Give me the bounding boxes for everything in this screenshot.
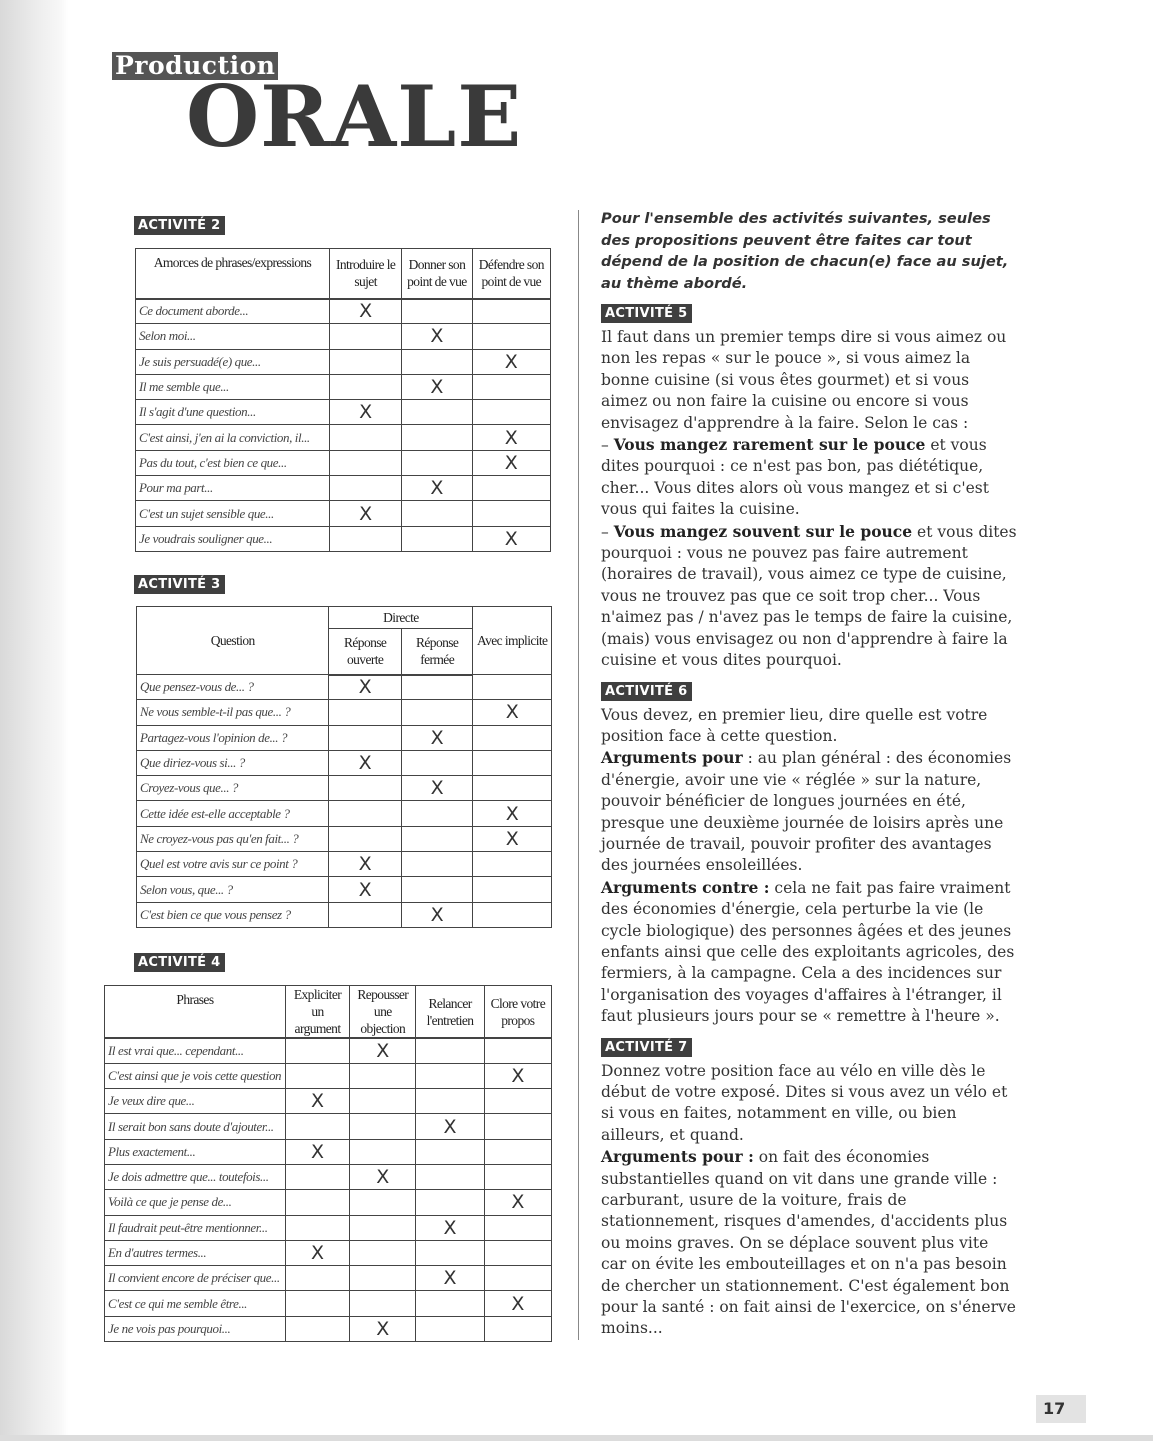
check-cell (285, 1063, 349, 1088)
activite6-p1: Vous devez, en premier lieu, dire quelle est votre position face à cette question. (601, 705, 988, 745)
t4-header: Clore votre propos (484, 986, 551, 1039)
check-cell (402, 324, 472, 349)
activite7-pour-label: Arguments pour : (601, 1147, 754, 1167)
x-mark: X (311, 1140, 325, 1163)
t3-directe-header: Directe (329, 607, 473, 629)
check-cell (350, 1139, 416, 1164)
table-row (105, 1063, 552, 1088)
activite7-pour (601, 1146, 1017, 1340)
t4-header: Phrases (105, 986, 286, 1039)
x-mark: X (430, 903, 444, 926)
table-row (105, 1291, 552, 1316)
table-row (136, 324, 551, 349)
check-cell (285, 1164, 349, 1189)
row-phrase: C'est ce qui me semble être... (105, 1291, 286, 1316)
check-cell (484, 1038, 551, 1063)
x-mark: X (511, 1064, 525, 1087)
row-phrase: Je suis persuadé(e) que... (136, 349, 330, 374)
t2-header: Introduire le sujet (329, 249, 401, 299)
row-phrase: Quel est votre avis sur ce point ? (137, 852, 329, 877)
check-cell (416, 1164, 484, 1189)
activite5-p2-rest: et vous dites pourquoi : ce n'est pas bon, pas diététique, cher... Vous dites alors où vous mangez et si c'est vous qui faites la cuisine. (601, 436, 989, 519)
activite4-badge: ACTIVITÉ 4 (134, 953, 225, 972)
activite5-p1: Il faut dans un premier temps dire si vous aimez ou non les repas « sur le pouce », si vous aimez la bonne cuisine (si vous êtes gourmet) et si vous aimez ou non faire la cuisine ou encore si vous envisagez d'apprendre à la faire. Selon le cas : (601, 328, 1007, 432)
x-mark: X (311, 1242, 325, 1265)
row-phrase: Pour ma part... (136, 476, 330, 501)
check-cell (329, 324, 401, 349)
x-mark: X (376, 1039, 390, 1062)
check-cell (416, 1190, 484, 1215)
activite5-p3: – Vous mangez souvent sur le pouce et vous dites pourquoi : vous ne pouvez pas faire autrement (horaires de travail), vous aimez ce type de cuisine, vous ne trouvez pas que ce soit trop cher... Vous n'aimez pas / n'avez pas le temps de faire la cuisine, (mais) vous envisagez ou non d'apprendre à faire la cuisine et vous dites pourquoi. (601, 521, 1017, 670)
table-row (136, 400, 551, 425)
check-cell (285, 1190, 349, 1215)
check-cell (473, 725, 552, 750)
check-cell (329, 476, 401, 501)
t4-header: Expliciter un argument (285, 986, 349, 1039)
table-row (137, 852, 552, 877)
row-phrase: Plus exactement... (105, 1139, 286, 1164)
activite6-badge: ACTIVITÉ 6 (601, 682, 692, 701)
row-phrase: Selon vous, que... ? (137, 877, 329, 902)
table-row (137, 902, 552, 927)
x-mark: X (358, 752, 372, 775)
x-mark: X (430, 777, 444, 800)
check-cell (329, 725, 402, 750)
check-cell (473, 776, 552, 801)
t2-header: Donner son point de vue (402, 249, 472, 299)
activite5-p2-bold: Vous mangez rarement sur le pouce (613, 435, 926, 455)
check-cell (329, 700, 402, 725)
activite2-table (135, 248, 551, 552)
activite2-badge: ACTIVITÉ 2 (134, 216, 225, 235)
x-mark: X (376, 1317, 390, 1340)
check-cell (285, 1316, 349, 1341)
check-cell (416, 1215, 484, 1240)
row-phrase: Il faudrait peut-être mentionner... (105, 1215, 286, 1240)
check-cell (402, 425, 472, 450)
t3-sub-header: Réponse fermée (401, 629, 473, 675)
x-mark: X (504, 451, 518, 474)
check-cell (484, 1063, 551, 1088)
check-cell (416, 1139, 484, 1164)
x-mark: X (358, 878, 372, 901)
table-row (105, 1164, 552, 1189)
row-phrase: Que diriez-vous si... ? (137, 750, 329, 775)
check-cell (473, 675, 552, 700)
check-cell (285, 1114, 349, 1139)
check-cell (416, 1089, 484, 1114)
check-cell (329, 750, 402, 775)
scan-edge (0, 0, 68, 1441)
check-cell (350, 1038, 416, 1063)
check-cell (484, 1215, 551, 1240)
t3-sub-header: Réponse ouverte (329, 629, 402, 675)
activite6-contre (601, 877, 1017, 1028)
t4-header: Relancer l'entretien (416, 986, 484, 1039)
t3-avec-header: Avec implicite (473, 607, 552, 675)
t4-header: Repousser une objection (350, 986, 416, 1039)
activite5-badge: ACTIVITÉ 5 (601, 304, 692, 323)
check-cell (350, 1164, 416, 1189)
x-mark: X (511, 1191, 525, 1214)
activite5-p3-bold: Vous mangez souvent sur le pouce (613, 521, 913, 541)
table-row (136, 501, 551, 526)
table-row (136, 349, 551, 374)
table-row (136, 476, 551, 501)
check-cell (350, 1215, 416, 1240)
check-cell (329, 776, 402, 801)
table-row (137, 776, 552, 801)
check-cell (484, 1164, 551, 1189)
check-cell (473, 826, 552, 851)
row-phrase: Ce document aborde... (136, 299, 330, 324)
row-phrase: Je voudrais souligner que... (136, 526, 330, 551)
x-mark: X (504, 527, 518, 550)
x-mark: X (430, 726, 444, 749)
check-cell (472, 299, 550, 324)
x-mark: X (430, 325, 444, 348)
check-cell (285, 1089, 349, 1114)
check-cell (484, 1316, 551, 1341)
x-mark: X (504, 426, 518, 449)
row-phrase: Cette idée est-elle acceptable ? (137, 801, 329, 826)
row-phrase: Je dois admettre que... toutefois... (105, 1164, 286, 1189)
row-phrase: Voilà ce que je pense de... (105, 1190, 286, 1215)
x-mark: X (359, 300, 373, 323)
table-row (136, 526, 551, 551)
t2-header: Défendre son point de vue (472, 249, 550, 299)
activite6-pour (601, 747, 1017, 876)
table-row (137, 675, 552, 700)
row-phrase: Ne croyez-vous pas qu'en fait... ? (137, 826, 329, 851)
table-row (136, 299, 551, 324)
check-cell (402, 374, 472, 399)
check-cell (401, 801, 473, 826)
check-cell (416, 1291, 484, 1316)
x-mark: X (443, 1216, 457, 1239)
check-cell (350, 1266, 416, 1291)
check-cell (472, 425, 550, 450)
check-cell (416, 1114, 484, 1139)
check-cell (402, 450, 472, 475)
check-cell (350, 1240, 416, 1265)
x-mark: X (505, 701, 519, 724)
check-cell (484, 1240, 551, 1265)
check-cell (329, 675, 402, 700)
row-phrase: C'est ainsi que je vois cette question (105, 1063, 286, 1088)
table-row (105, 1089, 552, 1114)
check-cell (329, 526, 401, 551)
row-phrase: En d'autres termes... (105, 1240, 286, 1265)
activite6-pour-label: Arguments pour (601, 748, 743, 768)
check-cell (401, 852, 473, 877)
table-row (105, 1114, 552, 1139)
check-cell (472, 400, 550, 425)
row-phrase: Il me semble que... (136, 374, 330, 399)
x-mark: X (430, 376, 444, 399)
x-mark: X (430, 477, 444, 500)
check-cell (350, 1114, 416, 1139)
activite7-badge: ACTIVITÉ 7 (601, 1038, 692, 1057)
row-phrase: C'est un sujet sensible que... (136, 501, 330, 526)
row-phrase: Il convient encore de préciser que... (105, 1266, 286, 1291)
check-cell (329, 877, 402, 902)
row-phrase: Que pensez-vous de... ? (137, 675, 329, 700)
check-cell (329, 400, 401, 425)
check-cell (329, 501, 401, 526)
check-cell (401, 725, 473, 750)
check-cell (329, 349, 401, 374)
check-cell (329, 826, 402, 851)
check-cell (472, 476, 550, 501)
table-row (105, 1266, 552, 1291)
check-cell (473, 852, 552, 877)
right-column (601, 208, 1017, 1340)
check-cell (473, 801, 552, 826)
activite4-table (104, 985, 552, 1342)
row-phrase: Selon moi... (136, 324, 330, 349)
t3-question-header: Question (137, 607, 329, 675)
x-mark: X (505, 827, 519, 850)
check-cell (416, 1063, 484, 1088)
check-cell (402, 501, 472, 526)
check-cell (416, 1240, 484, 1265)
check-cell (350, 1063, 416, 1088)
table-row (136, 425, 551, 450)
table-row (137, 700, 552, 725)
table-row (137, 826, 552, 851)
table-row (105, 1240, 552, 1265)
check-cell (285, 1038, 349, 1063)
row-phrase: Partagez-vous l'opinion de... ? (137, 725, 329, 750)
table-row (137, 877, 552, 902)
check-cell (285, 1266, 349, 1291)
x-mark: X (359, 502, 373, 525)
check-cell (350, 1316, 416, 1341)
activite6-pour-text: : au plan général : des économies d'énergie, avoir une vie « réglée » sur la nature, pouvoir bénéficier de longues journées en été, presque une deuxième journée de loisirs après une journée de travail, pouvoir profiter des avantages des journées ensoleillées. (601, 749, 1012, 875)
check-cell (484, 1190, 551, 1215)
row-phrase: C'est bien ce que vous pensez ? (137, 902, 329, 927)
check-cell (416, 1266, 484, 1291)
check-cell (329, 450, 401, 475)
check-cell (402, 299, 472, 324)
x-mark: X (376, 1166, 390, 1189)
table-row (137, 725, 552, 750)
check-cell (484, 1114, 551, 1139)
check-cell (402, 526, 472, 551)
activite5-p2: – Vous mangez rarement sur le pouce et vous dites pourquoi : ce n'est pas bon, pas diététique, cher... Vous dites alors où vous mangez et si c'est vous qui faites la cuisine. (601, 435, 989, 519)
check-cell (472, 501, 550, 526)
check-cell (472, 349, 550, 374)
check-cell (484, 1139, 551, 1164)
x-mark: X (358, 853, 372, 876)
check-cell (350, 1190, 416, 1215)
check-cell (473, 700, 552, 725)
check-cell (473, 750, 552, 775)
check-cell (416, 1038, 484, 1063)
check-cell (401, 675, 473, 700)
activite5-p3-rest: et vous dites pourquoi : vous ne pouvez pas faire autrement (horaires de travail), vous aimez ce type de cuisine, vous ne trouvez pas que ce soit trop cher... Vous n'aimez pas / n'avez pas le temps de faire la cuisine, (mais) vous envisagez ou non d'apprendre à faire la cuisine et vous dites pourquoi. (601, 522, 1017, 670)
row-phrase: Il s'agit d'une question... (136, 400, 330, 425)
row-phrase: C'est ainsi, j'en ai la conviction, il... (136, 425, 330, 450)
check-cell (329, 801, 402, 826)
check-cell (484, 1291, 551, 1316)
x-mark: X (358, 676, 372, 699)
activite6-contre-text: cela ne fait pas faire vraiment des économies d'énergie, cela perturbe la vie (le cycle biologique) des personnes âgées et des jeunes enfants ainsi que celle des exploitants agricoles, des fermiers, à la campagne. Cela a des incidences sur l'organisation des voyages d'affaires à l'étranger, il faut plusieurs jours pour se « remettre à l'heure ». (601, 878, 1015, 1026)
check-cell (329, 425, 401, 450)
check-cell (401, 902, 473, 927)
check-cell (484, 1089, 551, 1114)
check-cell (329, 374, 401, 399)
check-cell (285, 1139, 349, 1164)
x-mark: X (443, 1267, 457, 1290)
table-row (105, 1038, 552, 1063)
check-cell (472, 450, 550, 475)
table-row (105, 1190, 552, 1215)
check-cell (416, 1316, 484, 1341)
check-cell (329, 902, 402, 927)
x-mark: X (311, 1090, 325, 1113)
scan-bottom (0, 1435, 1153, 1441)
x-mark: X (511, 1292, 525, 1315)
check-cell (401, 826, 473, 851)
column-divider (578, 210, 579, 1340)
table-row (136, 450, 551, 475)
check-cell (484, 1266, 551, 1291)
check-cell (329, 299, 401, 324)
check-cell (473, 877, 552, 902)
intro-text: Pour l'ensemble des activités suivantes, seules des propositions peuvent être faites car tout dépend de la position de chacun(e) face au sujet, au thème abordé. (601, 210, 1009, 292)
check-cell (402, 476, 472, 501)
page-title: ORALE (186, 67, 523, 166)
check-cell (402, 400, 472, 425)
table-row (105, 1139, 552, 1164)
check-cell (285, 1240, 349, 1265)
check-cell (285, 1291, 349, 1316)
check-cell (350, 1291, 416, 1316)
row-phrase: Pas du tout, c'est bien ce que... (136, 450, 330, 475)
check-cell (402, 349, 472, 374)
table-row (136, 374, 551, 399)
check-cell (472, 526, 550, 551)
row-phrase: Il est vrai que... cependant... (105, 1038, 286, 1063)
activite3-badge: ACTIVITÉ 3 (134, 575, 225, 594)
check-cell (401, 776, 473, 801)
table-row (137, 801, 552, 826)
x-mark: X (504, 350, 518, 373)
x-mark: X (443, 1115, 457, 1138)
check-cell (329, 852, 402, 877)
check-cell (401, 877, 473, 902)
check-cell (472, 374, 550, 399)
production-label: Production (112, 52, 278, 80)
row-phrase: Croyez-vous que... ? (137, 776, 329, 801)
check-cell (285, 1215, 349, 1240)
x-mark: X (505, 802, 519, 825)
check-cell (350, 1089, 416, 1114)
table-row (137, 750, 552, 775)
x-mark: X (359, 401, 373, 424)
row-phrase: Ne vous semble-t-il pas que... ? (137, 700, 329, 725)
activite6-contre-label: Arguments contre : (601, 877, 770, 897)
row-phrase: Je ne vois pas pourquoi... (105, 1316, 286, 1341)
check-cell (472, 324, 550, 349)
activite3-table (136, 606, 552, 928)
check-cell (473, 902, 552, 927)
table-row (105, 1215, 552, 1240)
activite7-p1: Donnez votre position face au vélo en ville dès le début de votre exposé. Dites si vous avez un vélo et si vous en faites, notamment en ville, ou bien ailleurs, et quand. (601, 1061, 1008, 1144)
page-number: 17 (1036, 1395, 1086, 1423)
activite7-pour-text: on fait des économies substantielles quand on vit dans une grande ville : carburant, usure de la voiture, frais de stationnement, risques d'amendes, d'accidents plus ou moins graves. On se déplace souvent plus vite car on évite les embouteillages et on n'a pas besoin de chercher un stationnement. C'est également bon pour la santé : on fait ainsi de l'exercice, on s'énerve moins... (601, 1148, 1016, 1338)
check-cell (401, 750, 473, 775)
row-phrase: Je veux dire que... (105, 1089, 286, 1114)
check-cell (401, 700, 473, 725)
t2-header: Amorces de phrases/expressions (136, 249, 330, 299)
row-phrase: Il serait bon sans doute d'ajouter... (105, 1114, 286, 1139)
table-row (105, 1316, 552, 1341)
